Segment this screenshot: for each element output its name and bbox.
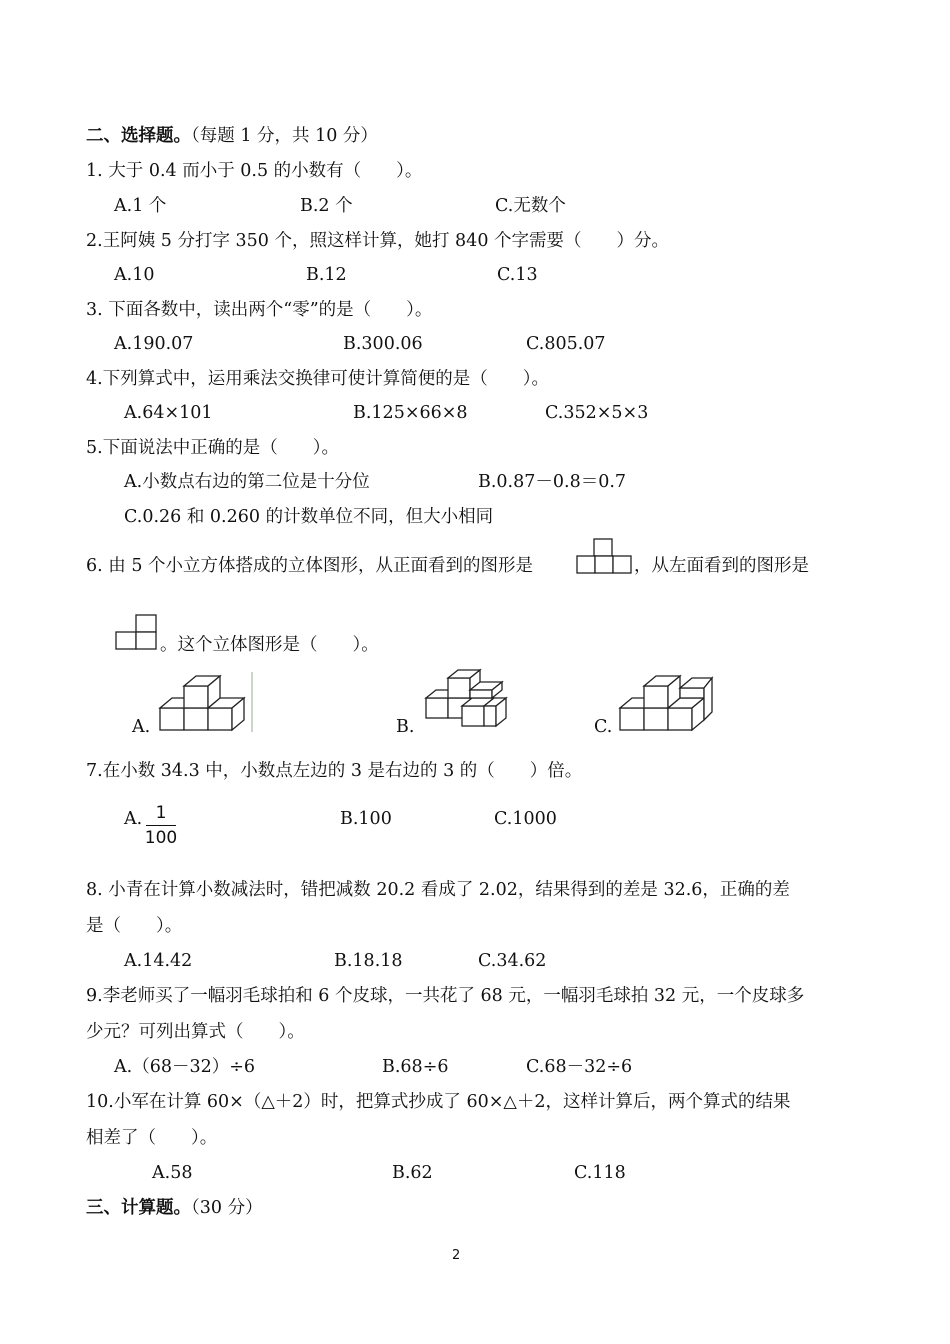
question-6-stem-part-a: 6. 由 5 个小立方体搭成的立体图形，从正面看到的图形是 (86, 556, 534, 576)
q1-option-b: B.2 个 (300, 196, 353, 216)
front-view-square-3 (613, 556, 631, 573)
section-3-note: （30 分） (191, 1198, 263, 1218)
q10-option-c: C.118 (574, 1163, 626, 1183)
section-2-heading (86, 125, 378, 147)
left-view-square-2 (136, 632, 156, 649)
q2-option-a: A.10 (114, 265, 155, 285)
q5-option-c: C.0.26 和 0.260 的计数单位不同，但大小相同 (124, 507, 494, 527)
fraction-denominator: 100 (144, 828, 178, 848)
section-3-title: 三、计算题。 (86, 1198, 191, 1218)
left-view-square-1 (116, 632, 136, 649)
q6-option-b-figure (420, 668, 514, 730)
question-3-stem: 3. 下面各数中，读出两个“零”的是（ ）。 (86, 300, 433, 320)
question-10-stem-line-2: 相差了（ ）。 (86, 1128, 218, 1148)
q6-option-c-figure (612, 672, 716, 734)
left-view-figure (114, 613, 162, 651)
q7-option-c: C.1000 (494, 809, 557, 829)
q3-option-b: B.300.06 (343, 334, 423, 354)
page-number: 2 (452, 1248, 461, 1263)
section-3-heading (86, 1197, 263, 1219)
q5-option-a: A.小数点右边的第二位是十分位 (124, 472, 370, 492)
left-view-top-square (136, 615, 156, 632)
question-8-stem-line-2: 是（ ）。 (86, 916, 183, 936)
question-6-stem-part-b: ，从左面看到的图形是 (634, 556, 809, 576)
q9-option-a: A.（68－32）÷6 (114, 1057, 256, 1077)
q6-option-c-label: C. (594, 717, 613, 737)
q10-option-b: B.62 (392, 1163, 433, 1183)
q6-option-b-label: B. (396, 717, 415, 737)
q3-option-c: C.805.07 (526, 334, 606, 354)
question-2-stem: 2.王阿姨 5 分打字 350 个，照这样计算，她打 840 个字需要（ ）分。 (86, 231, 670, 251)
question-1-stem: 1. 大于 0.4 而小于 0.5 的小数有（ ）。 (86, 161, 423, 181)
q9-option-b: B.68÷6 (382, 1057, 449, 1077)
question-9-stem-line-1: 9.李老师买了一幅羽毛球拍和 6 个皮球，一共花了 68 元，一幅羽毛球拍 32 元，一个皮球多 (86, 986, 805, 1006)
q5-option-b: B.0.87－0.8＝0.7 (478, 472, 627, 492)
q4-option-c: C.352×5×3 (545, 403, 649, 423)
q9-option-c: C.68－32÷6 (526, 1057, 633, 1077)
q3-option-a: A.190.07 (114, 334, 194, 354)
q2-option-b: B.12 (306, 265, 347, 285)
question-5-stem: 5.下面说法中正确的是（ ）。 (86, 438, 339, 458)
question-6-stem-part-c: 。这个立体图形是（ ）。 (160, 635, 379, 655)
section-2-note: （每题 1 分，共 10 分） (191, 126, 378, 146)
q8-option-b: B.18.18 (334, 951, 403, 971)
front-view-square-1 (577, 556, 595, 573)
cube-stack-c (620, 676, 712, 730)
q6-option-a-label: A. (132, 717, 151, 737)
q4-option-a: A.64×101 (124, 403, 213, 423)
q8-option-a: A.14.42 (124, 951, 193, 971)
q7-option-a: A. (124, 809, 143, 829)
q6-option-a-figure (152, 668, 258, 736)
q10-option-a: A.58 (152, 1163, 193, 1183)
question-7-stem: 7.在小数 34.3 中，小数点左边的 3 是右边的 3 的（ ）倍。 (86, 761, 583, 781)
q7-option-a-fraction (144, 803, 178, 848)
front-view-top-square (594, 539, 612, 556)
fraction-bar (146, 825, 176, 826)
question-8-stem-line-1: 8. 小青在计算小数减法时，错把减数 20.2 看成了 2.02，结果得到的差是 32.6，正确的差 (86, 880, 790, 900)
fraction-numerator: 1 (155, 803, 167, 823)
front-view-square-2 (595, 556, 613, 573)
section-2-title: 二、选择题。 (86, 126, 191, 146)
cube-stack-b (426, 670, 506, 726)
q8-option-c: C.34.62 (478, 951, 547, 971)
q1-option-c: C.无数个 (495, 196, 566, 216)
q4-option-b: B.125×66×8 (353, 403, 468, 423)
question-10-stem-line-1: 10.小军在计算 60×（△＋2）时，把算式抄成了 60×△＋2，这样计算后，两个算式的结果 (86, 1092, 791, 1112)
q7-option-b: B.100 (340, 809, 392, 829)
question-9-stem-line-2: 少元？可列出算式（ ）。 (86, 1022, 305, 1042)
cube-stack-a (160, 672, 252, 732)
q1-option-a: A.1 个 (114, 196, 167, 216)
q2-option-c: C.13 (497, 265, 538, 285)
question-4-stem: 4.下列算式中，运用乘法交换律可使计算简便的是（ ）。 (86, 369, 549, 389)
front-view-figure (576, 537, 634, 575)
